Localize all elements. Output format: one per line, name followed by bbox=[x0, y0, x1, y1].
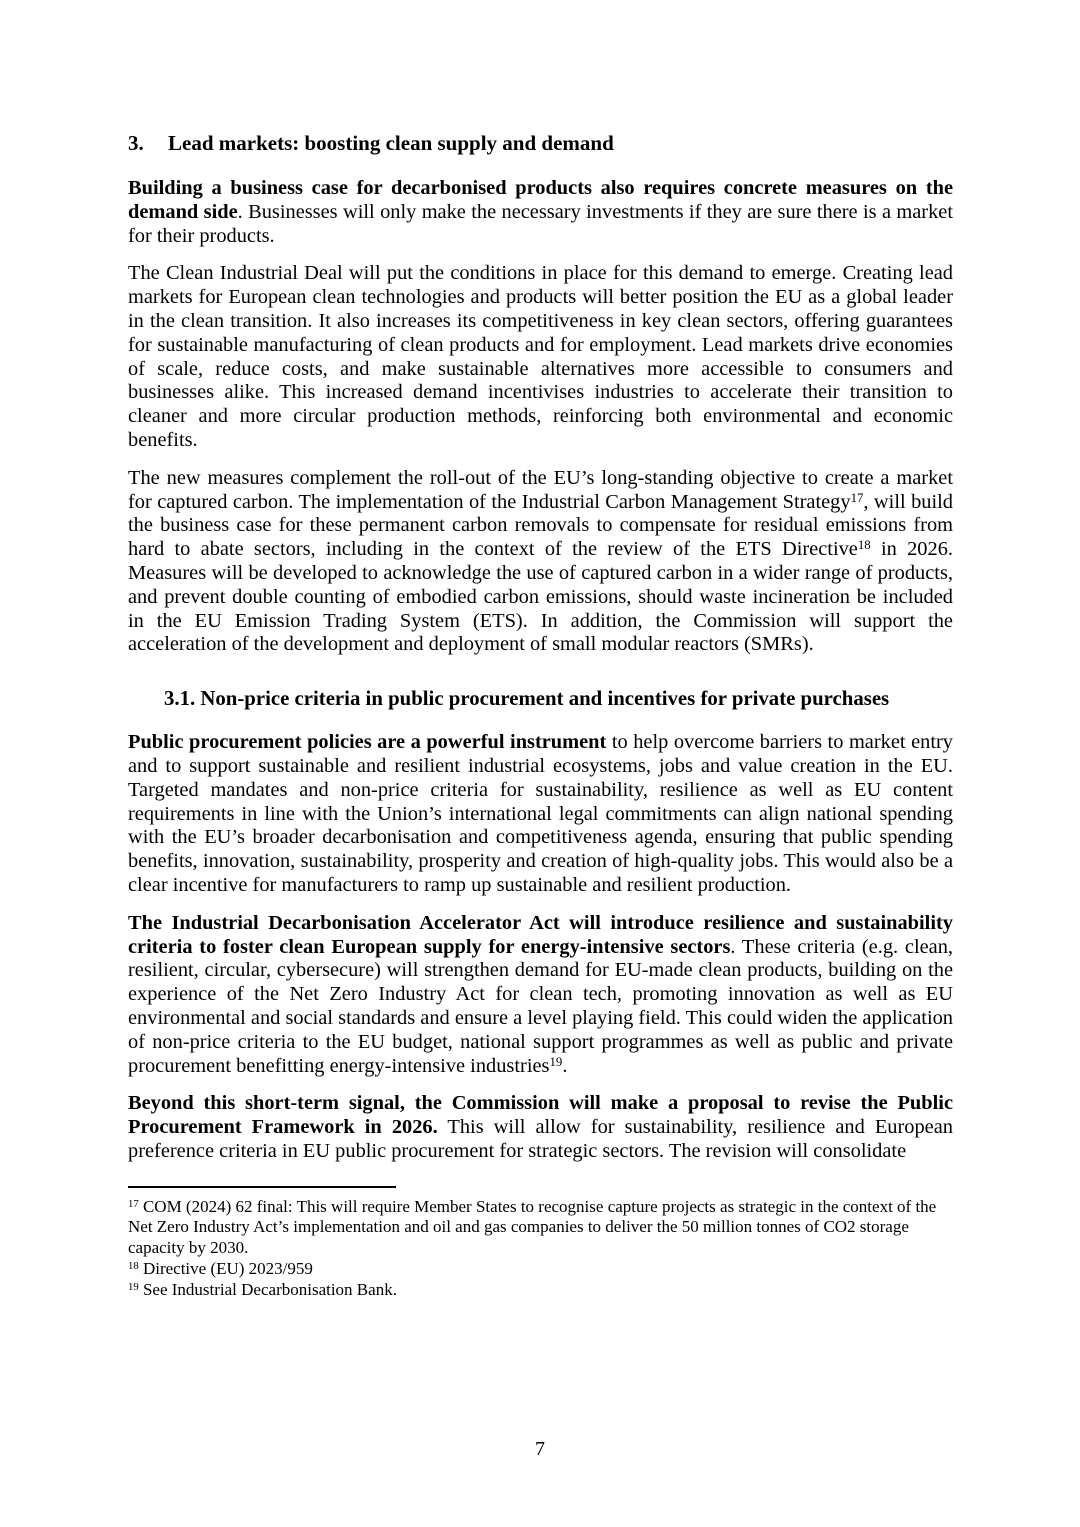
paragraph-clean-industrial-deal: The Clean Industrial Deal will put the conditions in place for this demand to emerge. Creating lead markets for European clean technologies and products will better position the EU as a global leader in the clean transition. It also increases its competitiveness in key clean sectors, offering guarantees for sustainable manufacturing of clean products and for employment. Lead markets drive economies of scale, reduce costs, and make sustainable alternatives more accessible to consumers and businesses alike. This increased demand incentivises industries to accelerate their transition to cleaner and more circular production methods, reinforcing both environmental and economic benefits. bbox=[128, 262, 953, 451]
paragraph-demand-side: Building a business case for decarbonised products also requires concrete measures on the demand side. Businesses will only make the necessary investments if they are sure there is a market for their products. bbox=[128, 177, 954, 247]
footnote-18: $^{18}$ Directive (EU) 2023/959 bbox=[128, 1259, 313, 1279]
paragraph-public-procurement: Public procurement policies are a powerful instrument to help overcome barriers to market entry and to support sustainable and resilient industrial ecosystems, jobs and value creation in the EU. Targeted mandates and non-price criteria for sustainability, resilience as well as EU content requirements in line with the Union’s international legal commitments can align national spending with the EU’s broader decarbonisation and competitiveness agenda, ensuring that public spending benefits, innovation, sustainability, prosperity and creation of high-quality jobs. This would also be a clear incentive for manufacturers to ramp up sustainable and resilient production. bbox=[128, 731, 953, 896]
paragraph-new-measures: The new measures complement the roll-out of the EU’s long-standing objective to create a market for captured carbon. The implementation of the Industrial Carbon Management Strategy$^{17}$, will build the business case for these permanent carbon removals to compensate for residual emissions from hard to abate sectors, including in the context of the review of the ETS Directive$^{18}$ in 2026. Measures will be developed to acknowledge the use of captured carbon in a wider range of products, and prevent double counting of embodied carbon emissions, should waste incineration be included in the EU Emission Trading System (ETS). In addition, the Commission will support the acceleration of the development and deployment of small modular reactors (SMRs). bbox=[128, 466, 953, 656]
footnote-19: $^{19}$ See Industrial Decarbonisation Bank. bbox=[128, 1279, 397, 1299]
subsection-heading: 3.1. Non-price criteria in public procurement and incentives for private purchases bbox=[164, 687, 890, 711]
section-number: 3. bbox=[128, 131, 144, 155]
footnote-17: $^{17}$ COM (2024) 62 final: This will require Member States to recognise capture projects as strategic in the context of the Net Zero Industry Act’s implementation and oil and gas companies to deliver the 50 million tonnes of CO2 storage capacity by 2030. bbox=[128, 1196, 937, 1258]
section-heading bbox=[128, 131, 953, 155]
paragraph-procurement-framework: Beyond this short-term signal, the Commission will make a proposal to revise the Public Procurement Framework in 2026. This will allow for sustainability, resilience and European preference criteria in EU public procurement for strategic sectors. The revision will consolidate bbox=[128, 1092, 953, 1162]
section-title: Lead markets: boosting clean supply and demand bbox=[168, 131, 614, 155]
footnotes-section bbox=[128, 1197, 953, 1301]
paragraph-accelerator-act: The Industrial Decarbonisation Accelerator Act will introduce resilience and sustainability criteria to foster clean European supply for energy-intensive sectors. These criteria (e.g. clean, resilient, circular, cybersecure) will strengthen demand for EU-made clean products, building on the experience of the Net Zero Industry Act for clean tech, promoting innovation as well as EU environmental and social standards and ensure a level playing field. This could widen the application of non-price criteria to the EU budget, national support programmes as well as public and private procurement benefitting energy-intensive industries$^{19}$. bbox=[128, 911, 953, 1077]
footnote-separator bbox=[128, 1186, 396, 1188]
page-number: 7 bbox=[535, 1438, 545, 1460]
page-content bbox=[128, 131, 953, 1301]
